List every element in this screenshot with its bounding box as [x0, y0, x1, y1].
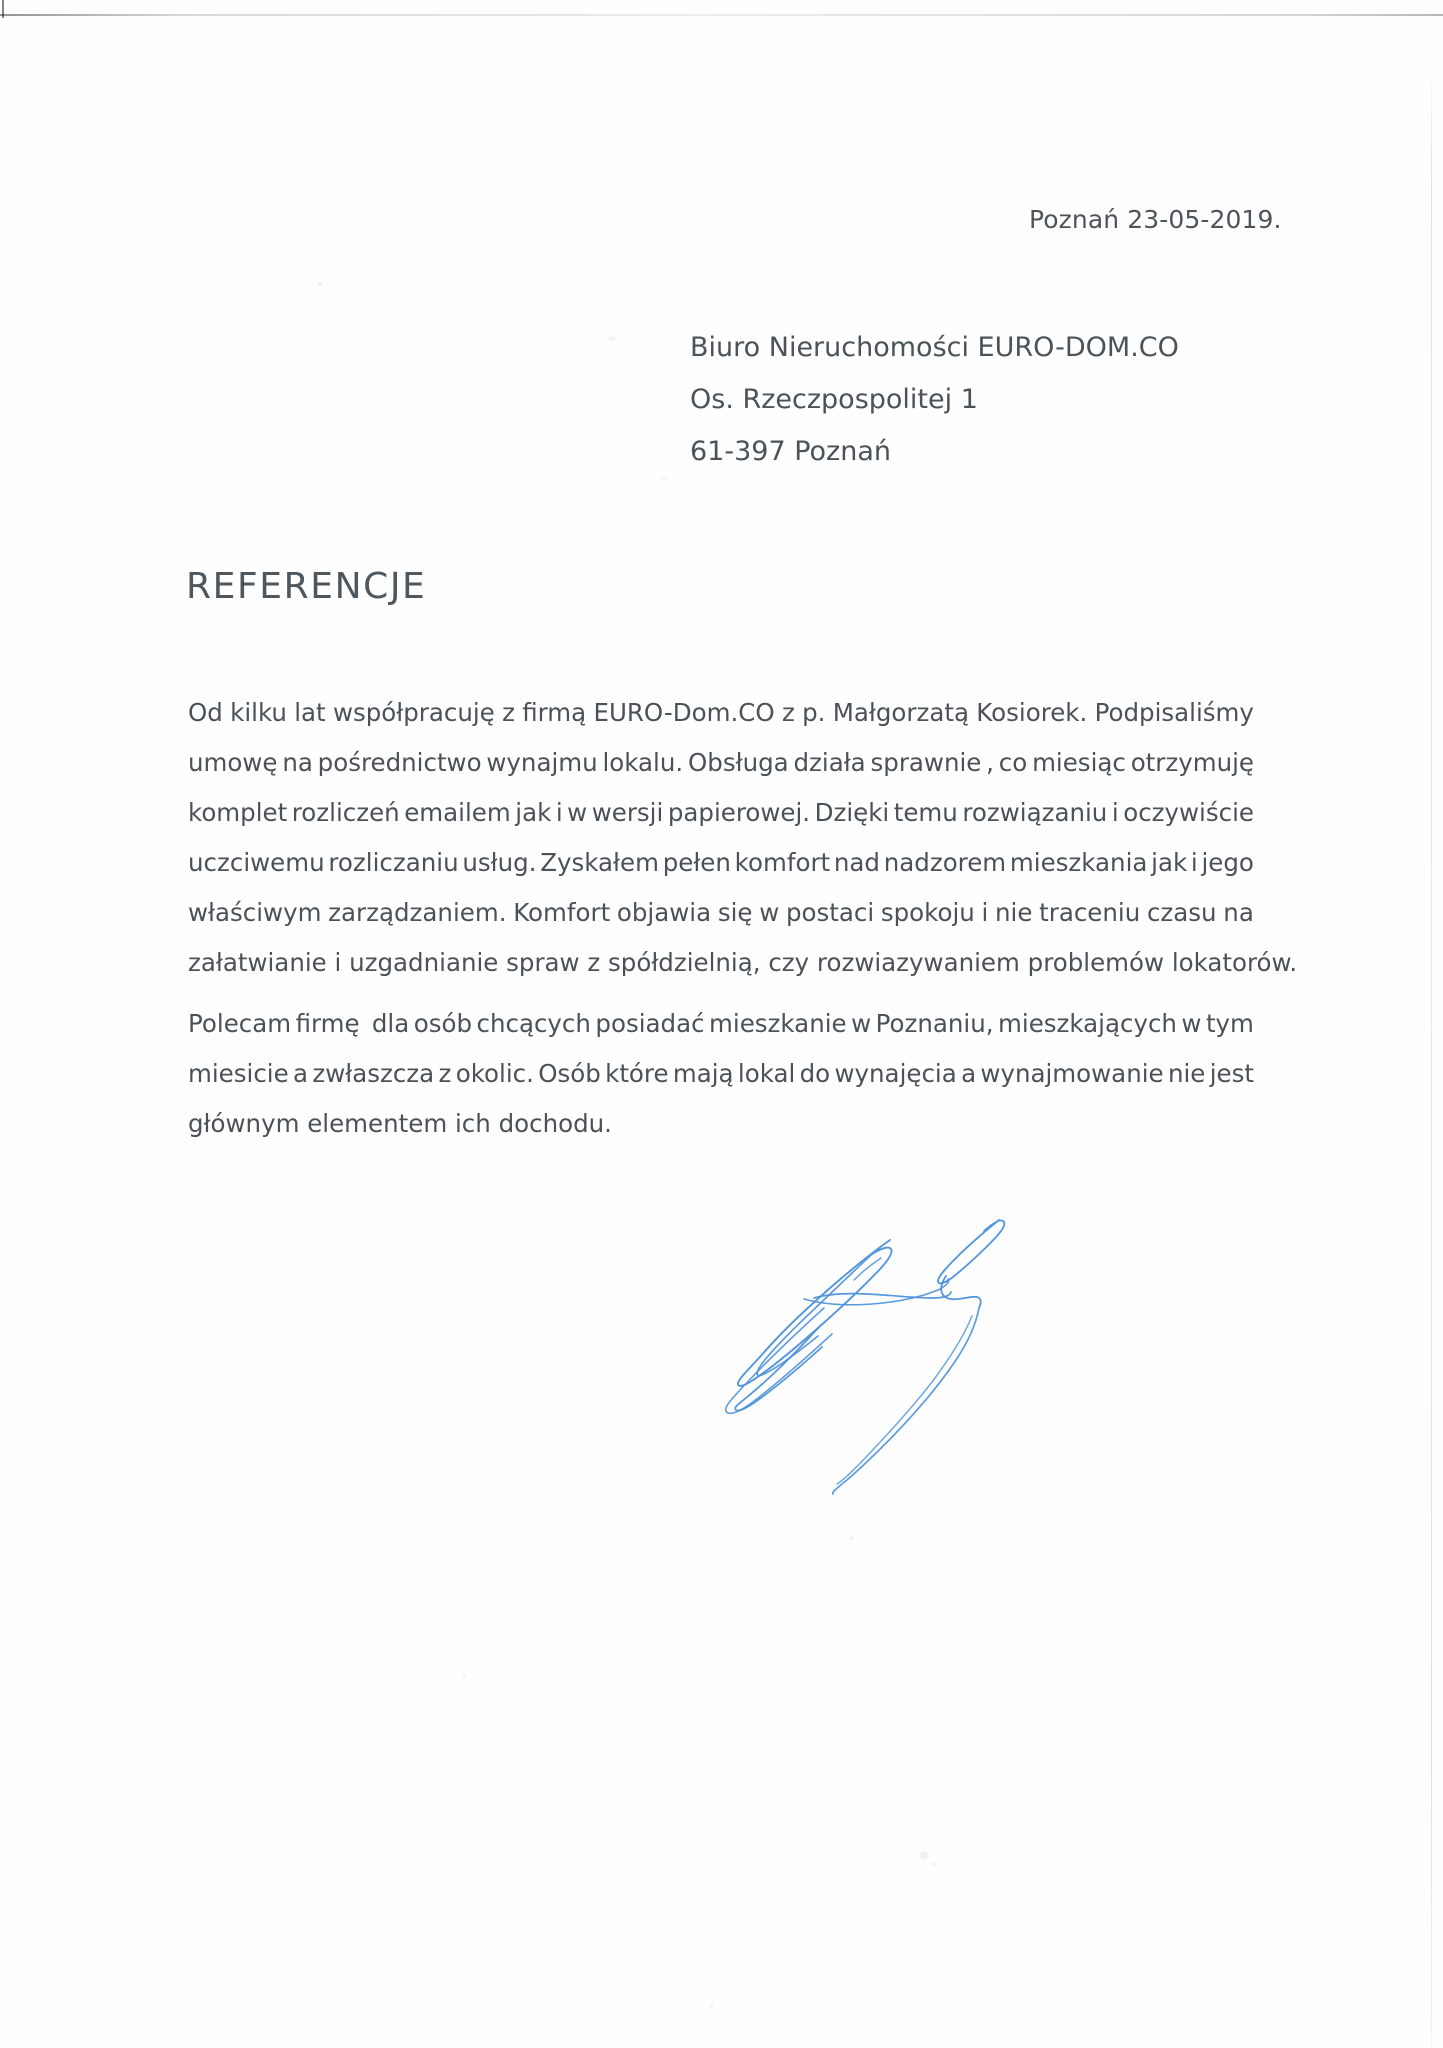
body-word: zwłaszcza: [312, 1059, 435, 1088]
body-word: Zyskałem: [540, 848, 659, 877]
body-word: w: [1181, 1009, 1202, 1038]
body-line: [188, 838, 1254, 888]
letter-body: [188, 688, 1298, 1149]
body-word: pośrednictwo: [317, 748, 482, 777]
body-word: jego: [1201, 848, 1254, 877]
body-word: mieszkających: [998, 1009, 1177, 1038]
body-word: jak: [1151, 848, 1188, 877]
body-word: Małgorzatą: [832, 698, 969, 727]
body-word: sprawnie: [870, 748, 982, 777]
body-word: EURO-Dom.CO: [593, 698, 775, 727]
scan-edge-right: [1431, 60, 1432, 2048]
body-word: emailem: [404, 798, 511, 827]
body-word: które: [605, 1059, 669, 1088]
body-word: objawia: [616, 898, 712, 927]
body-word: działa: [793, 748, 866, 777]
recipient-address-block: [690, 322, 1179, 478]
body-word: właściwym: [188, 898, 322, 927]
body-word: dla: [371, 1009, 410, 1038]
body-word: oczywiście: [1123, 798, 1254, 827]
body-word: Polecam: [188, 1009, 292, 1038]
body-word: usług.: [462, 848, 537, 877]
signature: [676, 1176, 1046, 1546]
body-word: czasu: [1146, 898, 1217, 927]
body-line: [188, 688, 1254, 738]
body-word: się: [717, 898, 753, 927]
body-line: [188, 788, 1254, 838]
body-word: papierowej.: [667, 798, 811, 827]
body-word: pełen: [662, 848, 731, 877]
body-word: w: [851, 1009, 872, 1038]
paper-speck: [318, 283, 322, 286]
body-word: z: [502, 698, 515, 727]
scan-edge-top: [0, 14, 1443, 16]
body-word: na: [1223, 898, 1254, 927]
body-word: p.: [802, 698, 826, 727]
body-word: chcących: [476, 1009, 591, 1038]
body-word: do: [799, 1059, 831, 1088]
paragraph-1: [188, 688, 1298, 988]
body-word: co: [998, 748, 1028, 777]
recipient-street: Os. Rzeczpospolitej 1: [690, 384, 978, 415]
paper-speck: [660, 477, 667, 480]
paper-speck: [920, 1851, 929, 1860]
paper-speck: [462, 1675, 467, 1679]
body-word: rozwiązaniu: [962, 798, 1108, 827]
body-word: współpracuję: [332, 698, 495, 727]
body-word: komfort: [734, 848, 831, 877]
body-word: lokal: [737, 1059, 796, 1088]
body-word: okolic.: [455, 1059, 534, 1088]
page-title: REFERENCJE: [186, 566, 427, 607]
body-word: i: [1111, 798, 1119, 827]
body-word: osób: [413, 1009, 473, 1038]
body-word: Od: [188, 698, 223, 727]
body-word: jest: [1209, 1059, 1254, 1088]
body-word: i: [1190, 848, 1198, 877]
signature-ink: [676, 1176, 1046, 1546]
paper-speck: [709, 2004, 714, 2008]
body-word: wynajęcia: [834, 1059, 957, 1088]
body-word: tym: [1205, 1009, 1254, 1038]
body-word: mieszkanie: [709, 1009, 847, 1038]
body-word: na: [282, 748, 313, 777]
body-word: i: [555, 798, 563, 827]
body-word: ,: [986, 748, 994, 777]
body-word: spokoju: [880, 898, 975, 927]
body-word: rozliczeń: [291, 798, 400, 827]
body-word: otrzymuję: [1130, 748, 1254, 777]
body-word: z: [781, 698, 795, 727]
body-word: w: [759, 898, 780, 927]
body-word: Poznaniu,: [875, 1009, 994, 1038]
body-word: nadzorem: [883, 848, 1007, 877]
body-word: lokalu.: [602, 748, 684, 777]
body-line: [188, 738, 1254, 788]
body-line: [188, 999, 1254, 1049]
body-word: zarządzaniem.: [328, 898, 507, 927]
body-word: rozliczaniu: [328, 848, 459, 877]
body-word: firmę: [295, 1009, 368, 1038]
body-word: a: [293, 1059, 309, 1088]
body-word: kilku: [230, 698, 287, 727]
paper-speck: [608, 336, 617, 341]
body-word: wynajmu: [486, 748, 598, 777]
body-word: Osób: [538, 1059, 601, 1088]
body-line: załatwianie i uzgadnianie spraw z spółdzielnią, czy rozwiazywaniem problemów lokatorów.: [188, 948, 1298, 977]
body-word: Kosiorek.: [976, 698, 1088, 727]
body-word: postaci: [785, 898, 875, 927]
body-word: posiadać: [595, 1009, 705, 1038]
recipient-company: Biuro Nieruchomości EURO-DOM.CO: [690, 332, 1179, 363]
body-word: mieszkania: [1009, 848, 1148, 877]
body-word: nie: [1167, 1059, 1206, 1088]
paper-speck: [931, 1862, 936, 1867]
body-word: Obsługa: [688, 748, 789, 777]
body-word: wersji: [591, 798, 664, 827]
body-word: a: [961, 1059, 977, 1088]
body-word: Komfort: [513, 898, 611, 927]
body-word: Dzięki: [814, 798, 890, 827]
body-word: i: [981, 898, 989, 927]
body-word: temu: [893, 798, 958, 827]
body-word: wynajmowanie: [980, 1059, 1164, 1088]
body-word: uczciwemu: [188, 848, 325, 877]
recipient-city: 61-397 Poznań: [690, 436, 891, 467]
body-word: miesicie: [188, 1059, 289, 1088]
body-word: lat: [294, 698, 326, 727]
paragraph-2: [188, 999, 1254, 1149]
body-word: miesiąc: [1032, 748, 1126, 777]
body-word: w: [567, 798, 588, 827]
body-word: nad: [833, 848, 880, 877]
body-word: jak: [515, 798, 552, 827]
body-word: nie: [995, 898, 1033, 927]
body-line: [188, 1049, 1254, 1099]
body-word: umowę: [188, 748, 278, 777]
body-line: głównym elementem ich dochodu.: [188, 1109, 612, 1138]
body-word: komplet: [188, 798, 288, 827]
body-word: firmą: [522, 698, 587, 727]
date-line: Poznań 23-05-2019.: [1029, 205, 1282, 234]
body-word: Podpisaliśmy: [1094, 698, 1254, 727]
body-word: z: [438, 1059, 452, 1088]
scan-edge-left: [2, 0, 4, 18]
body-line: [188, 888, 1254, 938]
body-word: mają: [672, 1059, 734, 1088]
body-word: traceniu: [1039, 898, 1141, 927]
